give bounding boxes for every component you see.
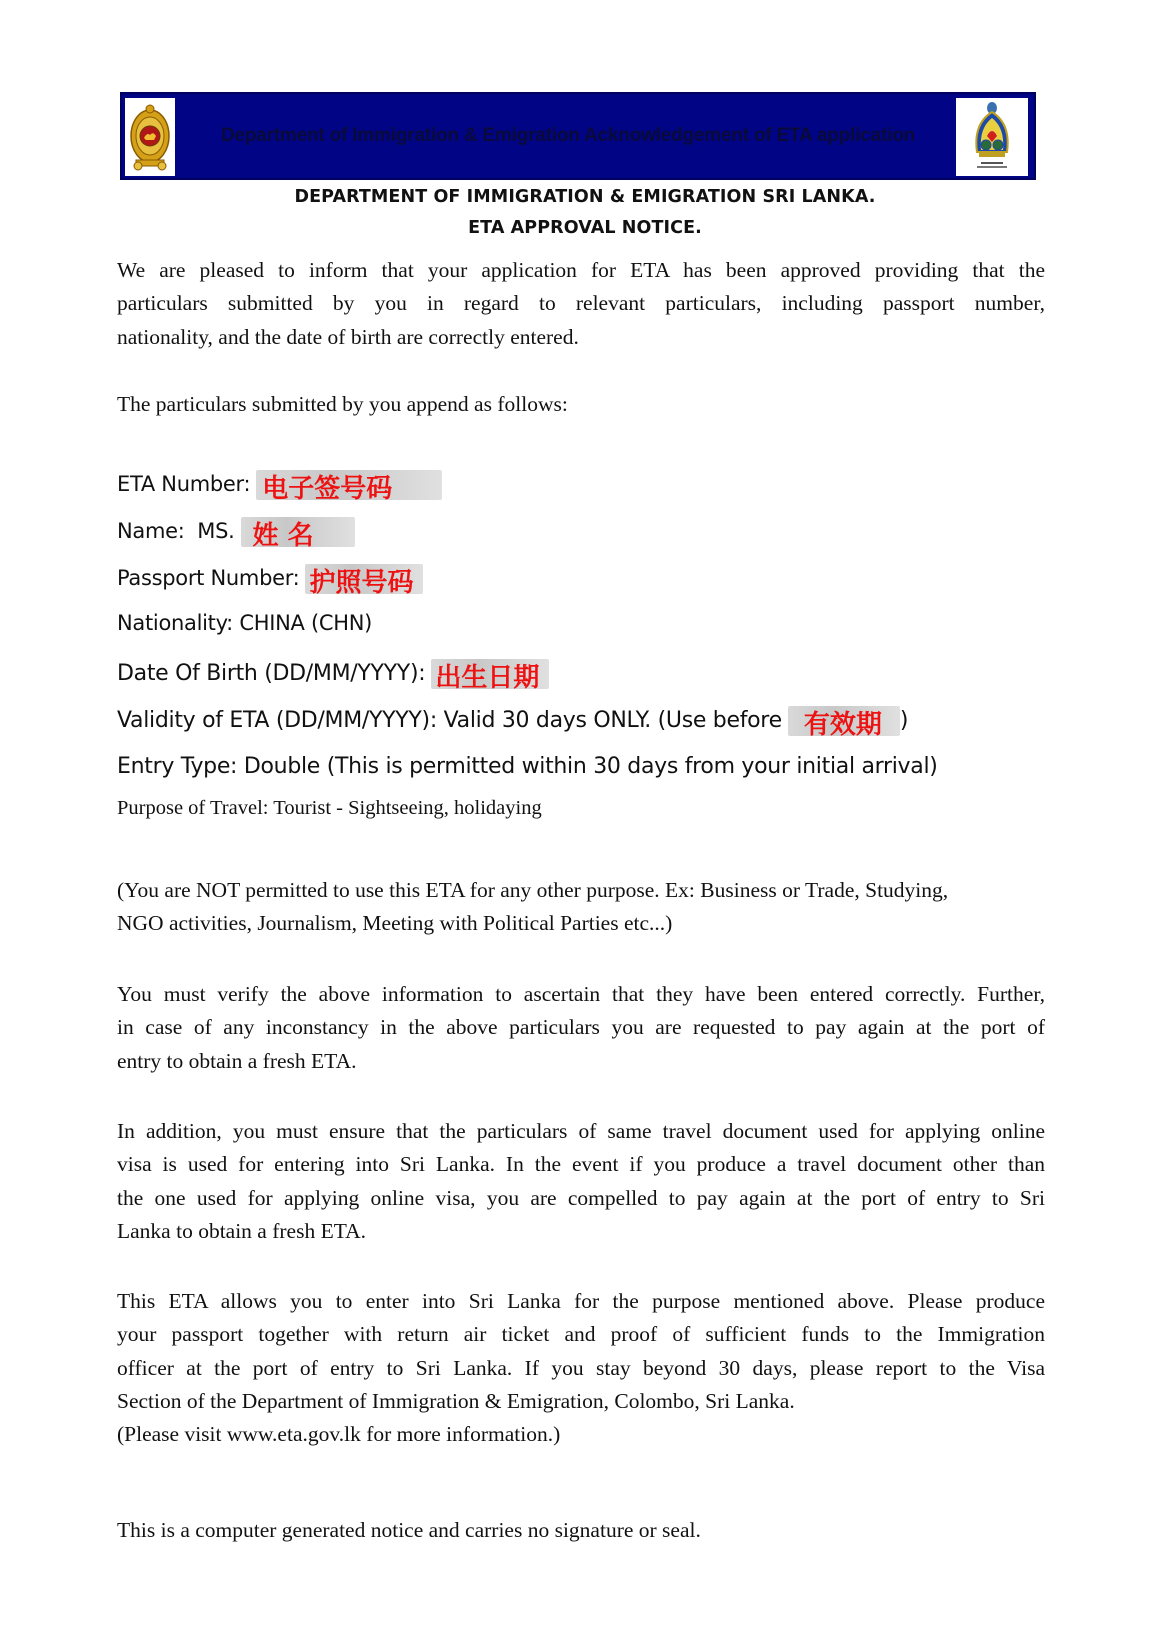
verification-notice [117,978,1045,1078]
validity-suffix: ) [899,708,909,733]
header-banner [120,92,1036,180]
passport-number-annotation: 护照号码 [309,568,414,598]
validity-row [117,706,909,740]
notice-line: (You are NOT permitted to use this ETA for any other purpose. Ex: Business or Trade, Studying, [117,878,949,902]
intro-line: We are pleased to inform that your application for ETA has been approved providing that the [117,258,1045,282]
intro-line: nationality, and the date of birth are correctly entered. [117,324,579,349]
validity-value: Valid 30 days ONLY. (Use before [443,708,782,733]
intro-line: particulars submitted by you in regard to relevant particulars, including passport number, [117,291,1045,316]
immigration-emblem-logo [956,98,1028,176]
date-of-birth-label: Date Of Birth (DD/MM/YYYY): [117,661,426,686]
name-label: Name: MS. [117,519,235,543]
notice-line: in case of any inconstancy in the above particulars you are requested to pay again at the port of [117,1015,1045,1040]
notice-line: your passport together with return air ticket and proof of sufficient funds to the Immigration [117,1322,1045,1347]
notice-line: This ETA allows you to enter into Sri Lanka for the purpose mentioned above. Please produce [117,1289,1045,1313]
eta-number-label: ETA Number: [117,472,251,496]
footer-disclaimer: This is a computer generated notice and carries no signature or seal. [117,1518,701,1542]
sri-lanka-emblem-logo [125,98,175,176]
validity-label: Validity of ETA (DD/MM/YYYY): [117,708,437,733]
notice-line: visa is used for entering into Sri Lanka. In the event if you produce a travel document other than [117,1152,1045,1177]
entry-type-label: Entry Type: [117,754,238,779]
validity-annotation: 有效期 [803,710,882,740]
banner-title: Department of Immigration & Emigration Acknowledgement of ETA application [220,125,916,146]
notice-line: the one used for applying online visa, you are compelled to pay again at the port of entry to Sri [117,1185,1045,1210]
name-row [117,517,355,551]
travel-document-notice [117,1115,1045,1248]
purpose-label: Purpose of Travel: [117,797,269,819]
purpose-row [117,797,542,820]
notice-line: officer at the port of entry to Sri Lanka. If you stay beyond 30 days, please report to the Visa [117,1355,1045,1380]
eta-number-redacted-value [256,470,442,504]
notice-heading: ETA APPROVAL NOTICE. [468,218,702,238]
restriction-notice [117,874,1045,941]
passport-number-redacted-value [305,564,423,598]
nationality-label: Nationality: [117,611,233,635]
date-of-birth-annotation: 出生日期 [435,663,540,693]
intro-paragraph [117,254,1045,354]
notice-line: In addition, you must ensure that the particulars of same travel document used for applying online [117,1119,1045,1143]
passport-number-label: Passport Number: [117,566,300,590]
passport-number-row [117,564,423,598]
nationality-value: CHINA (CHN) [239,611,372,635]
particulars-intro: The particulars submitted by you append as follows: [117,392,568,416]
purpose-value: Tourist - Sightseeing, holidaying [273,797,542,819]
validity-redacted-value [788,706,900,740]
notice-line: Section of the Department of Immigration & Emigration, Colombo, Sri Lanka. [117,1388,795,1413]
nationality-row [117,611,372,635]
notice-line: Lanka to obtain a fresh ETA. [117,1218,367,1243]
entry-requirements-notice [117,1285,1045,1451]
national-emblem-icon [128,100,172,174]
date-of-birth-redacted-value [431,659,549,693]
department-heading: DEPARTMENT OF IMMIGRATION & EMIGRATION SRI LANKA. [294,187,876,207]
name-annotation: 姓 名 [252,521,314,551]
notice-line: You must verify the above information to ascertain that they have been entered correctly. Further, [117,982,1045,1006]
department-emblem-icon [967,100,1017,174]
notice-line: NGO activities, Journalism, Meeting with Political Parties etc...) [117,911,673,936]
date-of-birth-row [117,659,549,693]
notice-line: entry to obtain a fresh ETA. [117,1048,357,1073]
name-redacted-value [241,517,355,551]
eta-number-annotation: 电子签号码 [262,474,393,504]
eta-number-row [117,470,442,504]
more-info-line: (Please visit www.eta.gov.lk for more information.) [117,1422,561,1447]
entry-type-value: Double (This is permitted within 30 days from your initial arrival) [243,754,938,779]
entry-type-row [117,754,938,779]
